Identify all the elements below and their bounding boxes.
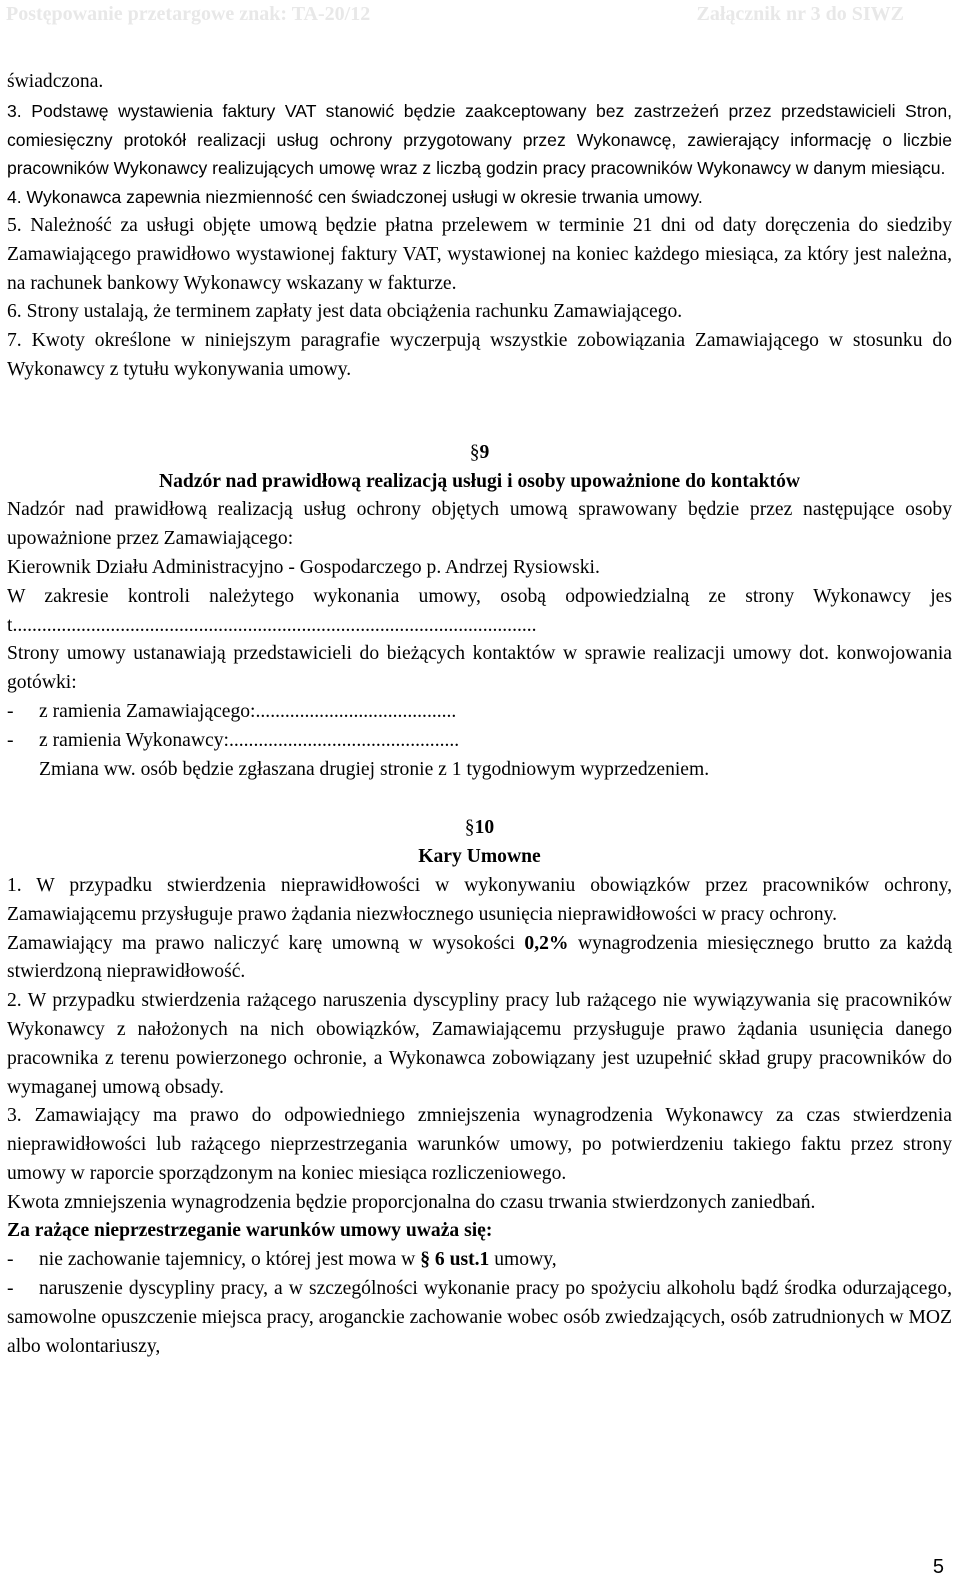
dash-marker: - xyxy=(7,729,14,751)
paragraph-continuation: świadczona. xyxy=(7,71,104,92)
s10-list-item-2 xyxy=(7,1275,952,1361)
s10-list-item-1-text-a: nie zachowanie tajemnicy, o której jest mowa w xyxy=(39,1249,421,1271)
page-header xyxy=(0,0,960,30)
s9-list-item-1 xyxy=(7,698,952,727)
page-number: 5 xyxy=(932,1556,944,1578)
section-9-title: Nadzór nad prawidłową realizacją usługi i osoby upoważnione do kontaktów xyxy=(158,470,801,492)
s10-p2-text-a: Zamawiający ma prawo naliczyć karę umowną w wysokości xyxy=(7,932,525,954)
section-10-heading xyxy=(7,814,952,843)
spacer xyxy=(7,784,952,812)
paragraph-7: 7. Kwoty określone w niniejszym paragrafie wyczerpują wszystkie zobowiązania Zamawiającego w stosunku do Wykonawcy z tytułu wykonywania umowy. xyxy=(7,330,952,380)
header-left-text: Postępowanie przetargowe znak: TA-20/12 xyxy=(6,3,371,25)
dash-marker: - xyxy=(7,700,14,722)
s9-paragraph-2: Kierownik Działu Administracyjno - Gospodarczego p. Andrzej Rysiowski. xyxy=(7,556,600,578)
document-body xyxy=(7,68,952,1361)
s9-list-item-2-text: z ramienia Wykonawcy:............................................... xyxy=(39,729,460,751)
s10-paragraph-6: Za rażące nieprzestrzeganie warunków umowy uważa się: xyxy=(7,1220,493,1242)
paragraph-4: 4. Wykonawca zapewnia niezmienność cen świadczonej usługi w okresie trwania umowy. xyxy=(7,187,703,208)
s10-paragraph-5: Kwota zmniejszenia wynagrodzenia będzie proporcjonalna do czasu trwania stwierdzonych zaniedbań. xyxy=(7,1191,816,1213)
paragraph-symbol: § xyxy=(469,441,480,463)
penalty-rate: 0,2% xyxy=(524,932,569,954)
s9-paragraph-5: Zmiana ww. osób będzie zgłaszana drugiej stronie z 1 tygodniowym wyprzedzeniem. xyxy=(39,758,710,780)
s9-paragraph-4: Strony umowy ustanawiają przedstawicieli do bieżących kontaktów w sprawie realizacji umowy dot. konwojowania gotówki: xyxy=(7,643,952,694)
dash-marker: - xyxy=(7,1249,14,1271)
s9-list-item-1-text: z ramienia Zamawiającego:......................................... xyxy=(39,700,457,722)
s9-list-item-2 xyxy=(7,727,952,756)
s10-paragraph-3: 2. W przypadku stwierdzenia rażącego naruszenia dyscypliny pracy lub rażącego nie wywiązywania się pracowników Wykonawcy z nałożonych na nich obowiązków, Zamawiającemu przysługuje prawo żądania usunięcia danego pracownika z terenu powierzonego ochronie, a Wykonawca zobowiązany jest uzupełnić skład grupy pracowników do wymaganej umową obsady. xyxy=(7,990,952,1098)
s10-paragraph-4: 3. Zamawiający ma prawo do odpowiedniego zmniejszenia wynagrodzenia Wykonawcy za czas stwierdzenia nieprawidłowości lub rażącego nieprzestrzegania warunków umowy, po potwierdzeniu takiego faktu przez strony umowy w raporcie sporządzonym na koniec miesiąca rozliczeniowego. xyxy=(7,1105,952,1184)
section-10-number: 10 xyxy=(474,817,495,839)
s9-paragraph-3: W zakresie kontroli należytego wykonania umowy, osobą odpowiedzialną ze strony Wykonawcy jest........................................................................................................... xyxy=(7,585,952,636)
s10-paragraph-2 xyxy=(7,930,952,988)
spacer xyxy=(7,385,952,413)
dash-marker: - xyxy=(7,1278,14,1300)
s10-list-item-2-text: naruszenie dyscypliny pracy, a w szczególności wykonanie pracy po spożyciu alkoholu bądź środka odurzającego, samowolne opuszczenie miejsca pracy, aroganckie zachowanie wobec osób zwiedzających, osób zatrudnionych w MOZ albo wolontariuszy, xyxy=(7,1278,952,1357)
s10-list-item-1 xyxy=(7,1246,952,1275)
s10-p2-text-b: wynagrodzenia miesięcznego brutto za każdą stwierdzoną nieprawidłowość. xyxy=(7,932,952,983)
paragraph-6: 6. Strony ustalają, że terminem zapłaty jest data obciążenia rachunku Zamawiającego. xyxy=(7,301,683,323)
paragraph-5: 5. Należność za usługi objęte umową będzie płatna przelewem w terminie 21 dni od daty doręczenia do siedziby Zamawiającego prawidłowo wystawionej faktury VAT, wystawionej na koniec każdego miesiąca, za który jest należna, na rachunek bankowy Wykonawcy wskazany w fakturze. xyxy=(7,214,952,294)
s10-paragraph-1: 1. W przypadku stwierdzenia nieprawidłowości w wykonywaniu obowiązków przez pracowników ochrony, Zamawiającemu przysługuje prawo żądania niezwłocznego usunięcia nieprawidłowości w pracy ochrony. xyxy=(7,874,952,925)
section-10-title: Kary Umowne xyxy=(418,846,541,868)
section-9-number: 9 xyxy=(479,441,490,463)
section-reference: § 6 ust.1 xyxy=(420,1249,490,1271)
paragraph-symbol: § xyxy=(464,817,475,839)
paragraph-3: 3. Podstawę wystawienia faktury VAT stanowić będzie zaakceptowany bez zastrzeżeń przez przedstawicieli Stron, comiesięczny protokół realizacji usług ochrony przygotowany przez Wykonawcę, zawierający informację o liczbie pracowników Wykonawcy realizujących umowę wraz z liczbą godzin pracy pracowników Wykonawcy w danym miesiącu. xyxy=(7,100,952,179)
s10-list-item-1-text-b: umowy, xyxy=(489,1249,557,1271)
s9-paragraph-1: Nadzór nad prawidłową realizacją usług ochrony objętych umową sprawowany będzie przez następujące osoby upoważnione przez Zamawiającego: xyxy=(7,499,952,550)
header-right-text: Załącznik nr 3 do SIWZ xyxy=(696,3,904,25)
section-9-heading xyxy=(7,439,952,468)
